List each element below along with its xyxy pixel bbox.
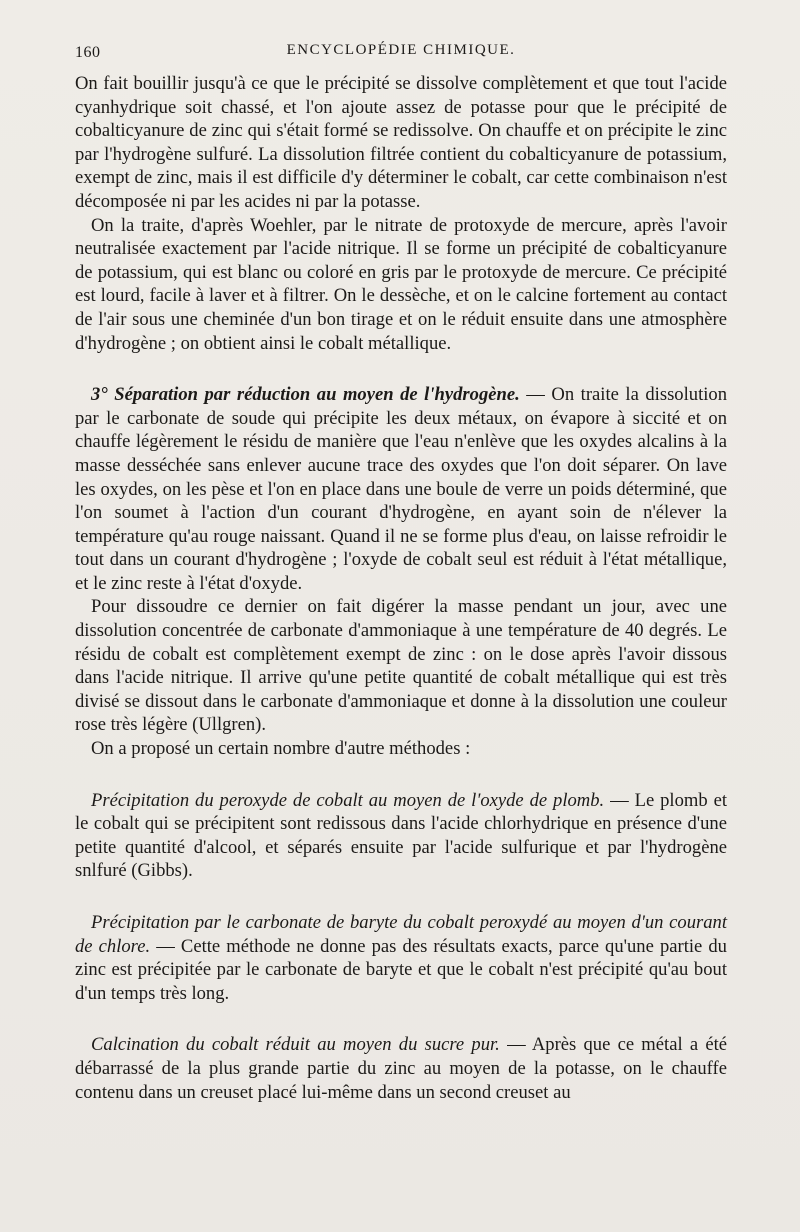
paragraph: [75, 595, 727, 737]
paragraph: [75, 737, 727, 761]
page-header: [75, 38, 727, 68]
paragraph-text: — Après que ce métal a été débarrassé de la plus grande partie du zinc au moyen de la potasse, on le chauffe contenu dans un creuset placé lui-même dans un second creuset au: [75, 1034, 727, 1103]
page-number: 160: [75, 44, 101, 61]
paragraph: [75, 214, 727, 356]
paragraph: [75, 72, 727, 214]
paragraph-text: — On traite la dissolution par le carbonate de soude qui précipite les deux métaux, on évapore à siccité et on chauffe légèrement le résidu de manière que l'eau n'enlève que les oxydes alcalins à la masse desséchée sans enlever aucune trace des oxydes que l'on doit séparer. On lave les oxydes, on les pèse et l'on en place dans une boule de verre un poids déterminé, que l'on soumet à l'action d'un courant d'hydrogène, en ayant soin de n'élever la température qu'au rouge naissant. Quand il ne se forme plus d'eau, on laisse refroidir le tout dans un courant d'hydrogène ; l'oxyde de cobalt seul est réduit à l'état métallique, et le zinc reste à l'état d'oxyde.: [75, 384, 727, 594]
section-heading: 3° Séparation par réduction au moyen de l'hydrogène.: [91, 384, 520, 406]
paragraph-text: — Cette méthode ne donne pas des résultats exacts, parce qu'une partie du zinc est précipitée par le carbonate de baryte et que le cobalt n'est précipité qu'au bout d'un temps très long.: [75, 935, 727, 1004]
method-paragraph: [75, 789, 727, 883]
paragraph-text: On a proposé un certain nombre d'autre méthodes :: [91, 738, 471, 760]
paragraph-text: — Le plomb et le cobalt qui se précipitent sont redissous dans l'acide chlorhydrique en présence d'une petite quantité d'alcool, et séparés ensuite par l'acide sulfurique et par l'hydrogène snlfuré (Gibbs).: [75, 789, 727, 882]
running-title: ENCYCLOPÉDIE CHIMIQUE.: [286, 42, 516, 58]
paragraph-text: Pour dissoudre ce dernier on fait digérer la masse pendant un jour, avec une dissolution concentrée de carbonate d'ammoniaque à une température de 40 degrés. Le résidu de cobalt est complètement exempt de zinc : on le dose après l'avoir dissous dans l'acide nitrique. Il arrive qu'une petite quantité de cobalt métallique qui est très divisé se dissout dans le carbonate d'ammoniaque et donne à la dissolution une couleur rose très légère (Ullgren).: [75, 596, 727, 736]
method-paragraph: [75, 911, 727, 1005]
method-heading: Précipitation du peroxyde de cobalt au moyen de l'oxyde de plomb.: [91, 789, 605, 811]
method-heading: Calcination du cobalt réduit au moyen du sucre pur.: [91, 1034, 500, 1056]
section-paragraph: [75, 383, 727, 595]
body-text: [75, 72, 727, 1104]
method-paragraph: [75, 1033, 727, 1104]
paragraph-text: On la traite, d'après Woehler, par le nitrate de protoxyde de mercure, après l'avoir neutralisée exactement par l'acide nitrique. Il se forme un précipité de cobalticyanure de potassium, qui est blanc ou coloré en gris par le protoxyde de mercure. Ce précipité est lourd, facile à laver et à filtrer. On le dessèche, et on le calcine fortement au contact de l'air sous une cheminée d'un bon tirage et on le réduit ensuite dans une atmosphère d'hydrogène ; on obtient ainsi le cobalt métallique.: [75, 214, 727, 354]
paragraph-text: On fait bouillir jusqu'à ce que le précipité se dissolve complètement et que tout l'acide cyanhydrique soit chassé, et l'on ajoute assez de potasse pour que le précipité de cobalticyanure de zinc qui s'était formé se redissolve. On chauffe et on précipite le zinc par l'hydrogène sulfuré. La dissolution filtrée contient du cobalticyanure de potassium, exempt de zinc, mais il est difficile d'y déterminer le cobalt, car cette combinaison n'est décomposée ni par les acides ni par la potasse.: [75, 73, 727, 212]
method-heading: Précipitation par le carbonate de baryte du cobalt peroxydé au moyen d'un courant de chlore.: [75, 912, 727, 957]
